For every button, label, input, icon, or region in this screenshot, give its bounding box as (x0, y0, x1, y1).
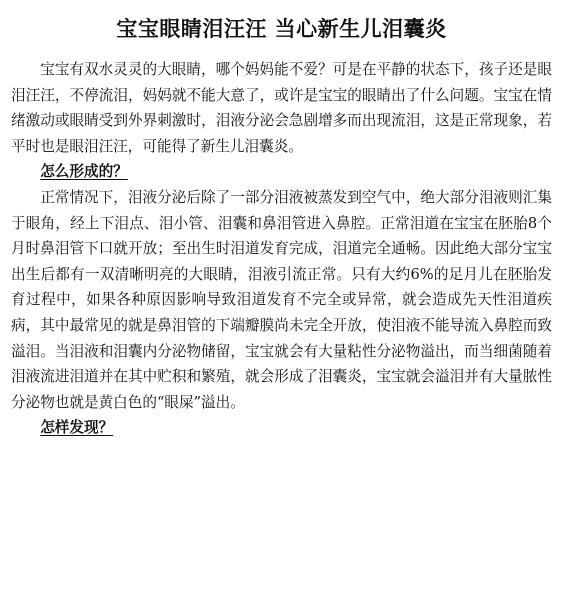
section-heading-detection: 怎样发现？ (40, 419, 114, 437)
article-title: 宝宝眼睛泪汪汪 当心新生儿泪囊炎 (116, 17, 447, 41)
intro-paragraph: 宝宝有双水灵灵的大眼睛，哪个妈妈能不爱？可是在平静的状态下，孩子还是眼泪汪汪，不停流泪，妈妈就不能大意了，或许是宝宝的眼睛出了什么问题。宝宝在情绪激动或眼睛受到外界刺激时，泪液分泌会急剧增多而出现流泪，这是正常现象，若平时也是眼泪汪汪，可能得了新生儿泪囊炎。 (11, 61, 552, 155)
formation-paragraph: 正常情况下，泪液分泌后除了一部分泪液被蒸发到空气中，绝大部分泪液则汇集于眼角，经上下泪点、泪小管、泪囊和鼻泪管进入鼻腔。正常泪道在宝宝在胚胎8个月时鼻泪管下口就开放；至出生时泪道发育完成，泪道完全通畅。因此绝大部分宝宝出生后都有一双清晰明亮的大眼睛，泪液引流正常。只有大约6%的足月儿在胚胎发育过程中，如果各种原因影响导致泪道发育不完全或异常，就会造成先天性泪道疾病，其中最常见的就是鼻泪管的下端瓣膜尚未完全开放，使泪液不能导流入鼻腔而致溢泪。当泪液和泪囊内分泌物储留，宝宝就会有大量粘性分泌物溢出，而当细菌随着泪液流进泪道并在其中贮积和繁殖，就会形成了泪囊炎，宝宝就会溢泪并有大量脓性分泌物也就是黄白色的“眼屎”溢出。 (11, 188, 552, 411)
section-heading-formation: 怎么形成的？ (40, 163, 128, 181)
